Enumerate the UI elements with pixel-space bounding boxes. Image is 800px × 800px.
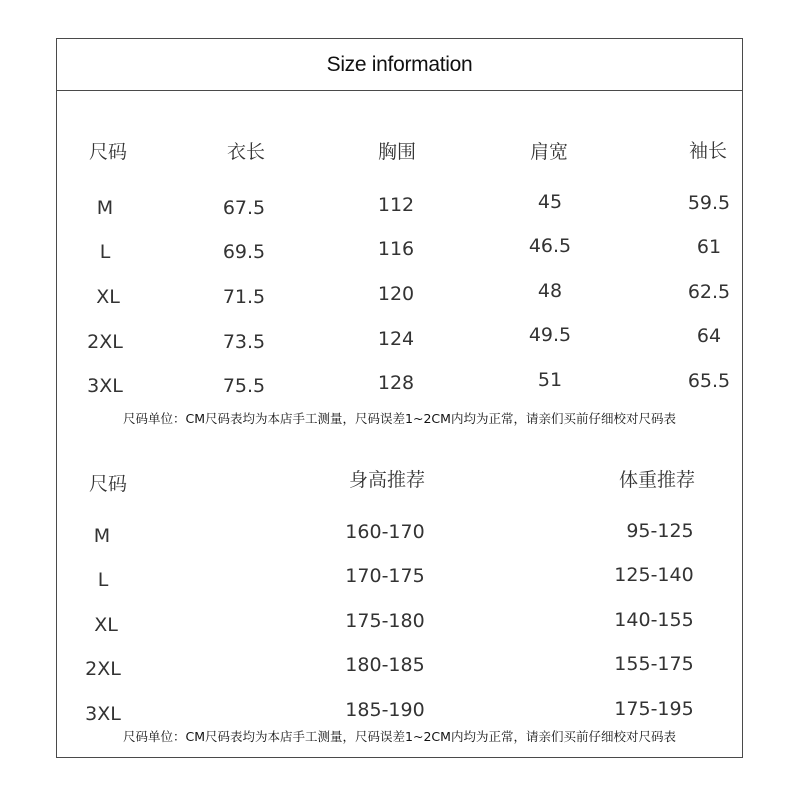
table2-cell: 95-125 xyxy=(626,520,694,542)
table1-cell: 69.5 xyxy=(222,241,266,263)
table1-header: 袖长 xyxy=(688,140,728,162)
table1-cell: 124 xyxy=(377,328,415,350)
table2-cell: 170-175 xyxy=(345,565,425,587)
table2-cell: 3XL xyxy=(85,703,121,725)
table1-cell: 128 xyxy=(377,372,415,394)
table1-cell: 61 xyxy=(696,236,722,258)
table1-cell: 73.5 xyxy=(222,331,266,353)
table1-cell: 62.5 xyxy=(687,281,731,303)
table2-cell: M xyxy=(93,525,111,547)
table1-cell: 64 xyxy=(696,325,722,347)
size-chart-frame xyxy=(56,38,743,758)
table1-cell: 2XL xyxy=(87,331,123,353)
table1-cell: 48 xyxy=(537,280,563,302)
table1-cell: 46.5 xyxy=(528,235,572,257)
table1-cell: 112 xyxy=(377,194,415,216)
table2-cell: 185-190 xyxy=(345,699,425,721)
table1-cell: 67.5 xyxy=(222,197,266,219)
table1-cell: 51 xyxy=(537,369,563,391)
table1-cell: 65.5 xyxy=(687,370,731,392)
table2-cell: 155-175 xyxy=(614,653,694,675)
measurement-note: 尺码单位：CM尺码表均为本店手工测量，尺码误差1~2CM内均为正常，请亲们买前仔细校对尺码表 xyxy=(123,411,676,426)
table1-header: 胸围 xyxy=(377,141,417,163)
recommendation-note: 尺码单位：CM尺码表均为本店手工测量，尺码误差1~2CM内均为正常，请亲们买前仔细校对尺码表 xyxy=(123,729,676,744)
table2-cell: 160-170 xyxy=(345,521,425,543)
table1-cell: 75.5 xyxy=(222,375,266,397)
table2-header: 体重推荐 xyxy=(618,469,696,491)
table2-cell: 125-140 xyxy=(614,564,694,586)
table2-cell: 175-195 xyxy=(614,698,694,720)
table1-cell: 71.5 xyxy=(222,286,266,308)
table2-cell: 140-155 xyxy=(614,609,694,631)
table2-cell: L xyxy=(97,569,109,591)
table2-cell: 175-180 xyxy=(345,610,425,632)
table2-cell: 180-185 xyxy=(345,654,425,676)
table2-cell: 2XL xyxy=(85,658,121,680)
title-bar xyxy=(57,39,742,91)
table1-cell: M xyxy=(96,197,114,219)
table1-header: 衣长 xyxy=(226,141,266,163)
page-title: Size information xyxy=(326,52,473,76)
table1-cell: 59.5 xyxy=(687,192,731,214)
table2-header: 尺码 xyxy=(88,473,128,495)
table1-header: 尺码 xyxy=(88,141,128,163)
table1-cell: 45 xyxy=(537,191,563,213)
table1-cell: L xyxy=(99,241,111,263)
table1-cell: 120 xyxy=(377,283,415,305)
table1-cell: 3XL xyxy=(87,375,123,397)
table2-cell: XL xyxy=(94,614,118,636)
table2-header: 身高推荐 xyxy=(348,469,426,491)
table1-cell: 116 xyxy=(377,238,415,260)
table1-cell: XL xyxy=(96,286,120,308)
table1-cell: 49.5 xyxy=(528,324,572,346)
table1-header: 肩宽 xyxy=(529,141,569,163)
